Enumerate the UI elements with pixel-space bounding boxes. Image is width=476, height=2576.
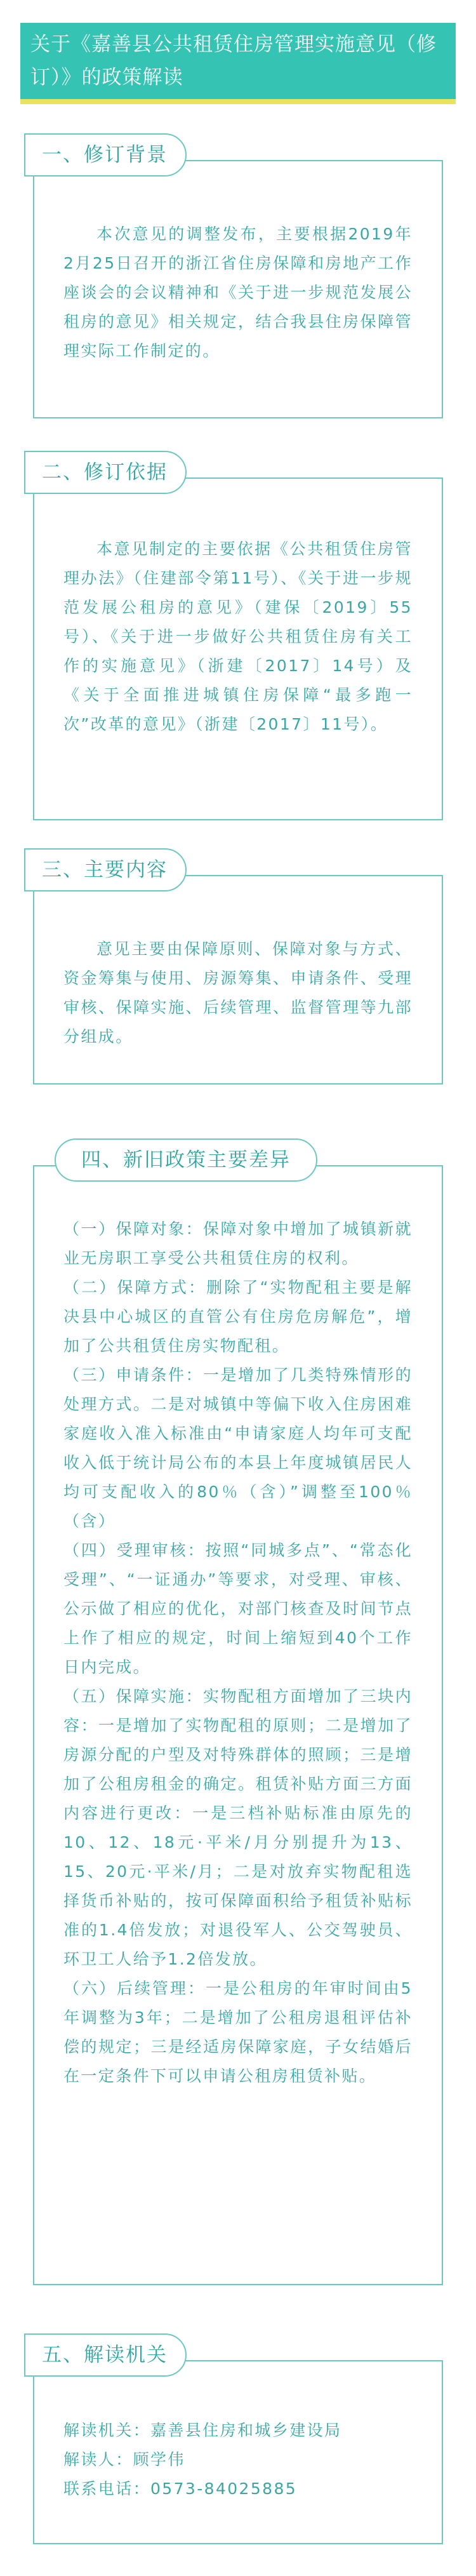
section-differences <box>33 1149 443 2285</box>
page-title: 关于《嘉善县公共租赁住房管理实施意见（修订）》的政策解读 <box>20 23 456 99</box>
interpreting-agency: 解读机关：嘉善县住房和城乡建设局 <box>63 2421 342 2439</box>
section-body <box>63 535 413 739</box>
section-heading: 三、主要内容 <box>24 848 187 891</box>
section-body <box>63 2416 413 2504</box>
title-underline <box>20 99 456 104</box>
section-heading: 二、修订依据 <box>24 451 187 494</box>
section-heading: 五、解读机关 <box>24 2333 187 2377</box>
section-body <box>63 935 413 1051</box>
paragraph: （四）受理审核：按照“同城多点”、“常态化受理”、“一证通办”等要求，对受理、审核、公示做了相应的优化，对部门核查及时间节点上作了相应的规定，时间上缩短到40个工作日内完成。 <box>63 1541 413 1676</box>
section-body <box>63 220 413 366</box>
paragraph: （三）申请条件：一是增加了几类特殊情形的处理方式。二是对城镇中等偏下收入住房困难家庭收入准入标准由“申请家庭人均年可支配收入低于统计局公布的本县上年度城镇居民人均可支配收入的80％（含）”调整至100％（含） <box>63 1366 413 1530</box>
interpreter-name: 解读人：顾学伟 <box>63 2450 185 2469</box>
paragraph: （一）保障对象：保障对象中增加了城镇新就业无房职工享受公共租赁住房的权利。 <box>63 1220 413 1267</box>
section-basis <box>33 461 443 820</box>
section-heading: 四、新旧政策主要差异 <box>55 1138 317 1182</box>
section-interpreter <box>33 2344 443 2544</box>
section-body <box>63 1215 413 2091</box>
section-heading: 一、修订背景 <box>24 133 187 177</box>
contact-phone: 联系电话：0573-84025885 <box>63 2479 298 2498</box>
paragraph: 本次意见的调整发布，主要根据2019年2月25日召开的浙江省住房保障和房地产工作座谈会的会议精神和《关于进一步规范发展公租房的意见》相关规定，结合我县住房保障管理实际工作制定的。 <box>63 225 413 360</box>
paragraph: （二）保障方式：删除了“实物配租主要是解决县中心城区的直管公有住房危房解危”，增加了公共租赁住房实物配租。 <box>63 1278 413 1355</box>
paragraph: 意见主要由保障原则、保障对象与方式、资金筹集与使用、房源筹集、申请条件、受理审核、保障实施、后续管理、监督管理等九部分组成。 <box>63 940 413 1046</box>
paragraph: （六）后续管理：一是公租房的年审时间由5年调整为3年；二是增加了公租房退租评估补偿的规定；三是经适房保障家庭，子女结婚后在一定条件下可以申请公租房租赁补贴。 <box>63 1979 413 2085</box>
section-background <box>33 143 443 418</box>
paragraph: 本意见制定的主要依据《公共租赁住房管理办法》（住建部令第11号）、《关于进一步规范发展公租房的意见》（建保〔2019〕55号）、《关于进一步做好公共租赁住房有关工作的实施意见》（浙建〔2017〕14号）及《关于全面推进城镇住房保障“最多跑一次”改革的意见》（浙建〔2017〕11号）。 <box>63 540 413 733</box>
title-block <box>20 23 456 104</box>
paragraph: （五）保障实施：实物配租方面增加了三块内容：一是增加了实物配租的原则；二是增加了房源分配的户型及对特殊群体的照顾；三是增加了公租房租金的确定。租赁补贴方面三方面内容进行更改：一是三档补贴标准由原先的10、12、18元·平米/月分别提升为13、15、20元·平米/月；二是对放弃实物配租选择货币补贴的，按可保障面积给予租赁补贴标准的1.4倍发放；对退役军人、公交驾驶员、环卫工人给予1.2倍发放。 <box>63 1687 413 1968</box>
section-content <box>33 858 443 1084</box>
